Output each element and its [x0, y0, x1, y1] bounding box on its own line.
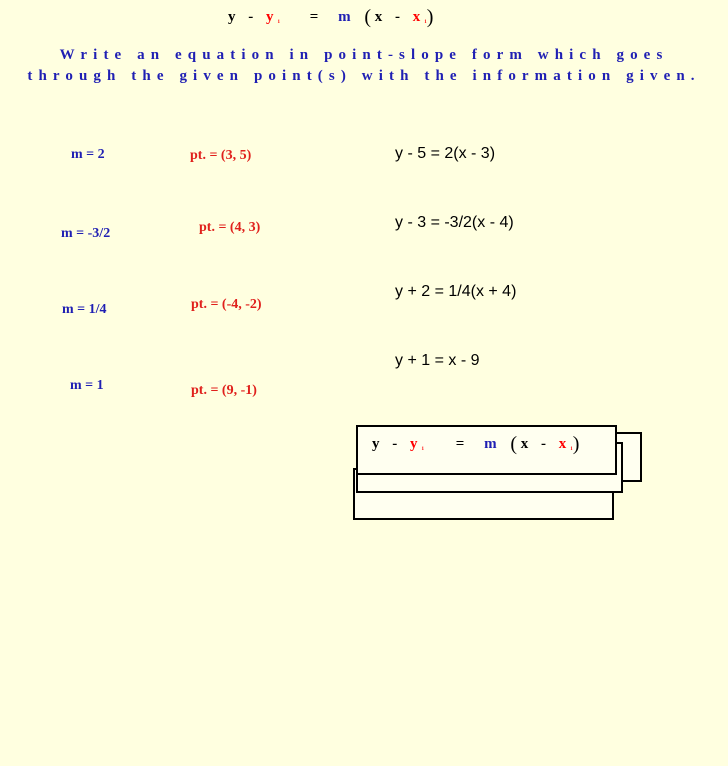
box-formula-m: m: [484, 436, 497, 452]
box-formula-x: x: [520, 436, 529, 452]
formula-x1-subscript: 1: [424, 20, 427, 25]
box-point-slope-formula: [372, 433, 579, 456]
instruction-line-2: through the given point(s) with the information given.: [27, 68, 701, 84]
box-formula-right-paren: ): [572, 433, 580, 455]
formula-right-paren: ): [426, 6, 434, 28]
box-formula-left-paren: (: [510, 433, 517, 455]
box-formula-y1-subscript: 1: [421, 447, 424, 452]
formula-x: x: [374, 9, 383, 25]
box-formula-minus: -: [392, 436, 398, 452]
formula-x1: x: [412, 9, 421, 25]
formula-m: m: [338, 9, 351, 25]
box-formula-y1: y: [410, 436, 418, 452]
box-formula-equals: =: [455, 436, 465, 452]
problem-1-point: pt. = (3, 5): [190, 148, 252, 163]
formula-y: y: [228, 9, 236, 25]
box-formula-x1-subscript: 1: [570, 447, 573, 452]
problem-2-slope: m = -3/2: [61, 226, 111, 241]
instruction-text: [0, 45, 728, 87]
box-formula-minus-2: -: [540, 436, 546, 452]
problem-4-slope: m = 1: [70, 378, 104, 393]
instruction-line-1: Write an equation in point-slope form which goes: [59, 47, 669, 63]
formula-minus: -: [248, 9, 254, 25]
problem-3-answer: y + 2 = 1/4(x + 4): [395, 283, 517, 300]
formula-equals: =: [309, 9, 319, 25]
problem-3-slope: m = 1/4: [62, 302, 107, 317]
box-formula-y: y: [372, 436, 380, 452]
formula-minus-2: -: [394, 9, 400, 25]
problem-1-answer: y - 5 = 2(x - 3): [395, 145, 496, 162]
problem-1-slope: m = 2: [71, 147, 105, 162]
problem-3-point: pt. = (-4, -2): [191, 297, 262, 312]
formula-y1: y: [266, 9, 274, 25]
problem-2-answer: y - 3 = -3/2(x - 4): [395, 214, 514, 231]
formula-y1-subscript: 1: [277, 20, 280, 25]
point-slope-formula: [228, 6, 433, 29]
problem-4-answer: y + 1 = x - 9: [395, 352, 480, 369]
problem-4-point: pt. = (9, -1): [191, 383, 257, 398]
box-formula-x1: x: [558, 436, 567, 452]
formula-box-front: [356, 425, 617, 475]
formula-left-paren: (: [364, 6, 371, 28]
problem-2-point: pt. = (4, 3): [199, 220, 261, 235]
